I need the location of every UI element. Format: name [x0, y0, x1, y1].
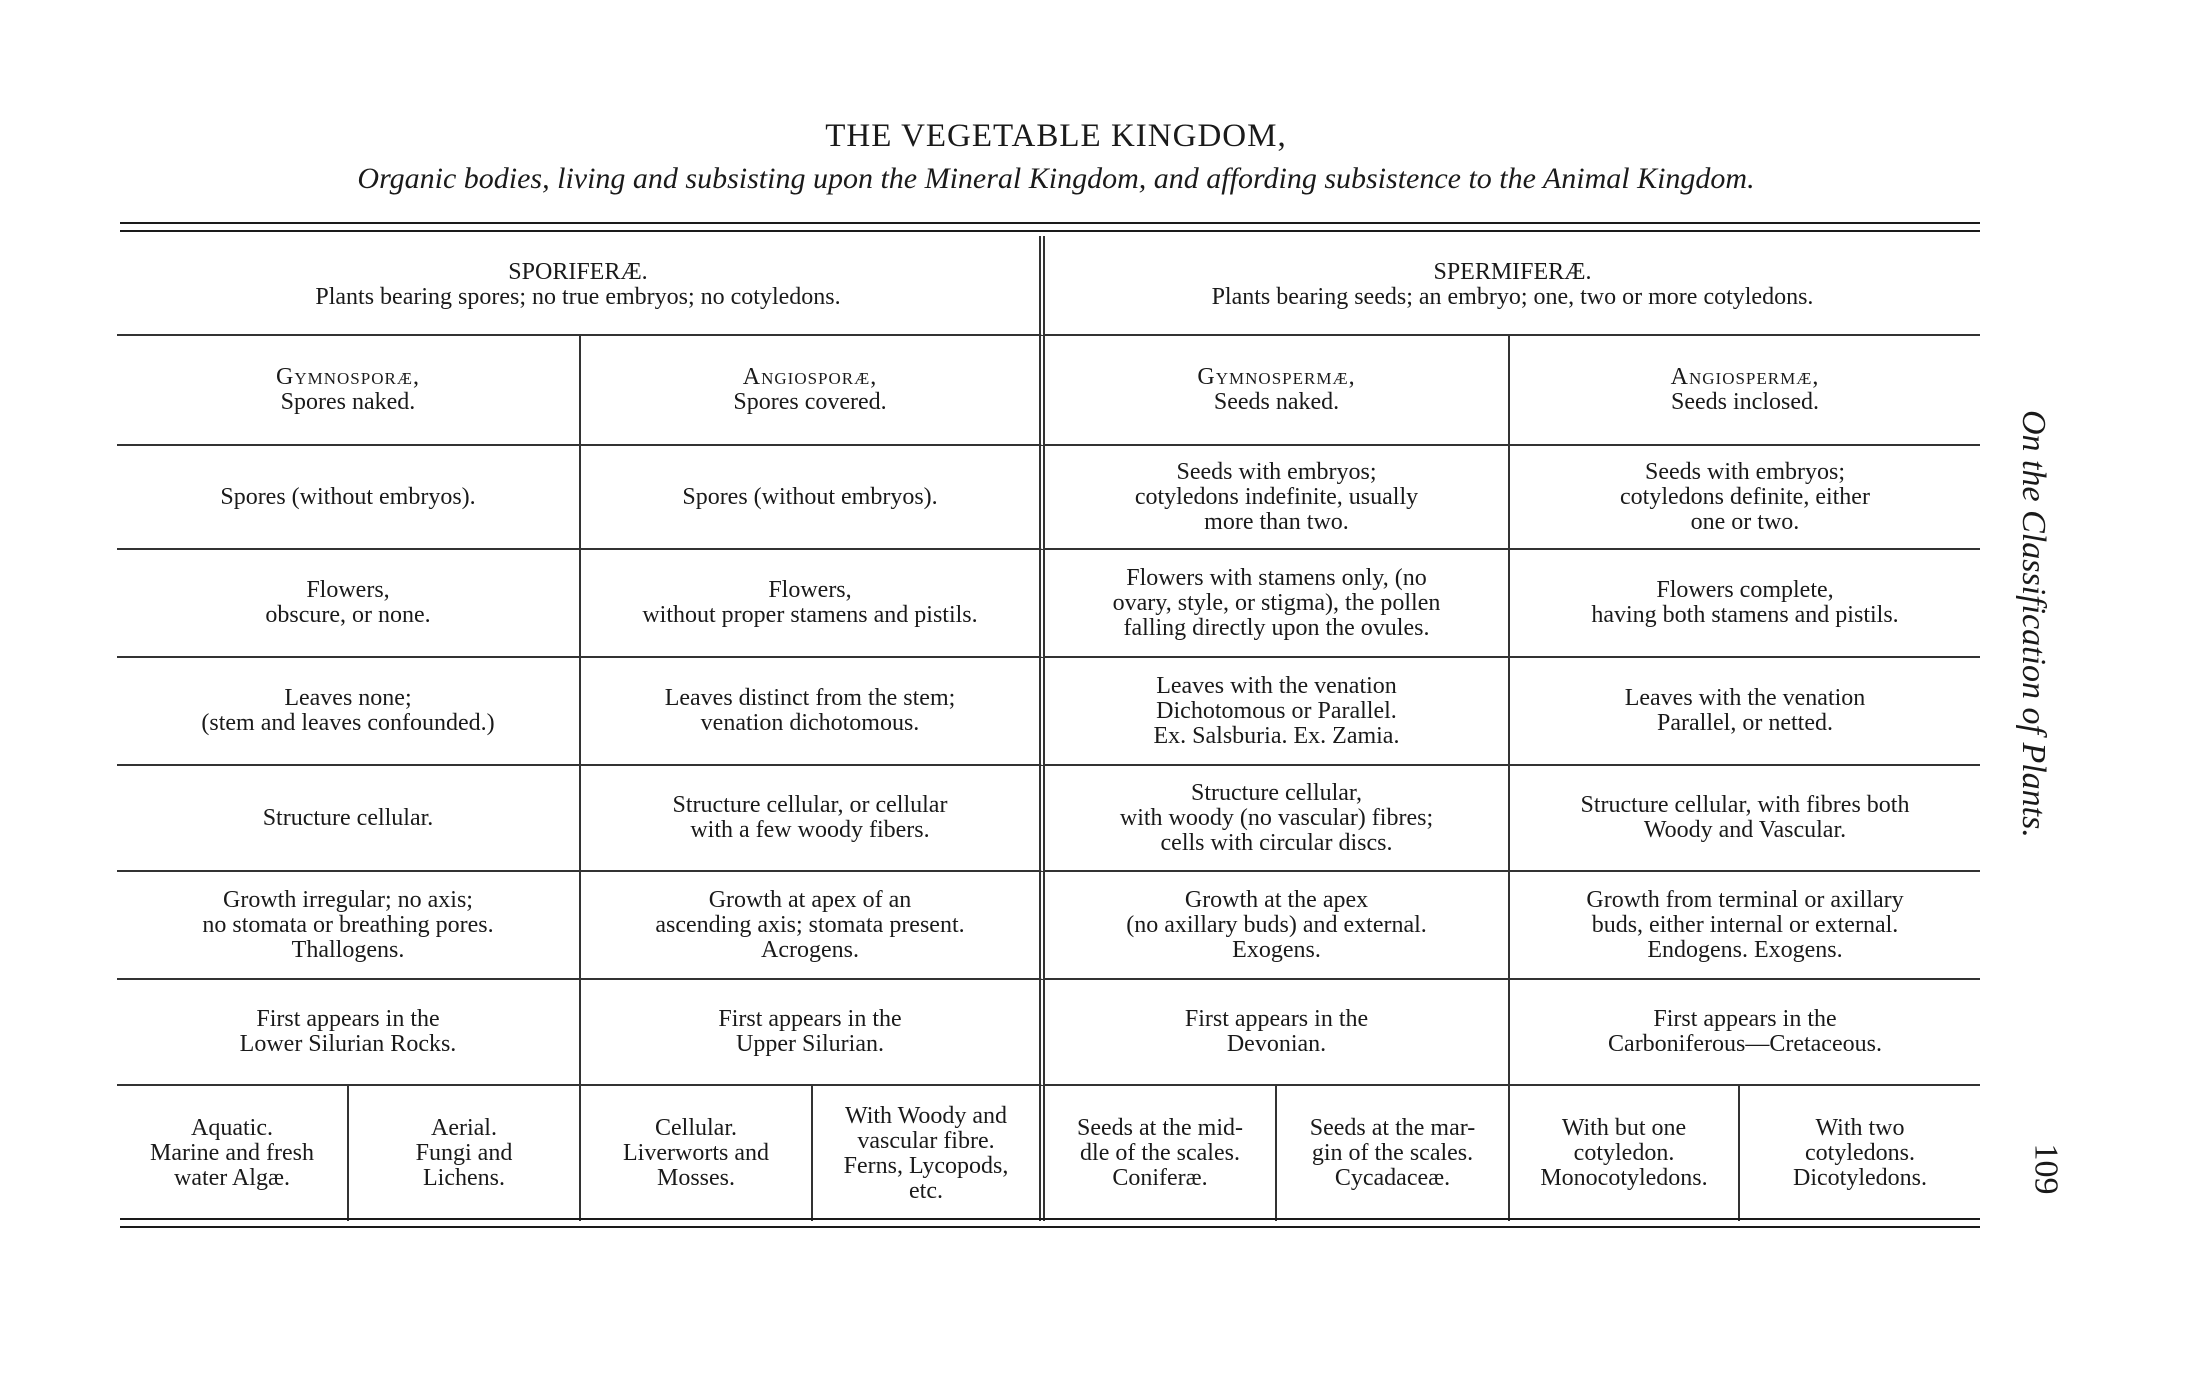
row-3-gymnospermae-line-0: Structure cellular,	[1191, 779, 1362, 806]
bottom-rule-2	[120, 1226, 1980, 1228]
bottom-one-cotyledon-line-2: Monocotyledons.	[1540, 1165, 1708, 1191]
row-0-gymnospermae-line-1: cotyledons indefinite, usually	[1134, 483, 1419, 510]
row-3-angiospermae-line-1: Woody and Vascular.	[1643, 817, 1847, 843]
subgroup-angiosporae	[581, 336, 1045, 446]
row-3-angiosporae-line-1: with a few woody fibers.	[690, 817, 930, 843]
row-3-angiospermae-line-0: Structure cellular, with fibres both	[1580, 792, 1910, 818]
bottom-two-cotyledons-line-0: With two	[1815, 1115, 1905, 1141]
subgroup-angiosporae-desc: Spores covered.	[733, 389, 887, 415]
row-1-angiospermae-line-1: having both stamens and pistils.	[1591, 602, 1899, 628]
row-2-angiospermae	[1510, 658, 1980, 766]
bottom-seeds-margin-line-0: Seeds at the mar-	[1309, 1115, 1476, 1141]
row-5-gymnospermae-line-0: First appears in the	[1184, 1006, 1369, 1032]
row-4-angiospermae-line-2: Endogens. Exogens.	[1647, 936, 1843, 963]
row-1-gymnospermae-line-1: ovary, style, or stigma), the pollen	[1112, 589, 1441, 616]
bottom-rule-1	[120, 1218, 1980, 1220]
row-2-gymnosporae-line-1: (stem and leaves confounded.)	[201, 710, 495, 736]
row-1-angiosporae	[581, 550, 1045, 658]
row-5-angiosporae	[581, 980, 1045, 1086]
row-4-angiosporae-line-1: ascending axis; stomata present.	[655, 911, 965, 938]
bottom-aerial-line-0: Aerial.	[431, 1115, 497, 1141]
bottom-woody-vascular	[813, 1086, 1045, 1221]
bottom-cellular	[581, 1086, 813, 1221]
subgroup-angiospermae	[1510, 336, 1980, 446]
row-1-angiosporae-line-0: Flowers,	[768, 577, 852, 603]
row-0-gymnosporae	[117, 446, 581, 550]
row-0-angiospermae-line-0: Seeds with embryos;	[1645, 458, 1845, 485]
row-2-gymnospermae	[1045, 658, 1510, 766]
group-spermiferae-name: SPERMIFERÆ.	[1433, 259, 1592, 285]
bottom-seeds-margin	[1277, 1086, 1510, 1221]
bottom-one-cotyledon-line-0: With but one	[1561, 1115, 1687, 1141]
row-0-gymnospermae-line-0: Seeds with embryos;	[1176, 458, 1377, 485]
group-spermiferae-desc: Plants bearing seeds; an embryo; one, two or more cotyledons.	[1211, 284, 1814, 310]
row-4-gymnospermae-line-1: (no axillary buds) and external.	[1126, 911, 1427, 938]
subgroup-gymnosporae	[117, 336, 581, 446]
bottom-aquatic-line-2: water Algæ.	[174, 1165, 290, 1191]
row-3-gymnospermae-line-1: with woody (no vascular) fibres;	[1119, 804, 1434, 831]
row-0-angiospermae	[1510, 446, 1980, 550]
row-5-angiosporae-line-1: Upper Silurian.	[736, 1031, 884, 1057]
row-1-gymnospermae-line-2: falling directly upon the ovules.	[1123, 614, 1430, 641]
bottom-aquatic	[117, 1086, 349, 1221]
subgroup-gymnospermae-desc: Seeds naked.	[1213, 389, 1340, 415]
top-rule-1	[120, 222, 1980, 224]
row-3-angiospermae	[1510, 766, 1980, 872]
row-3-gymnospermae-line-2: cells with circular discs.	[1160, 829, 1393, 856]
row-4-angiospermae	[1510, 872, 1980, 980]
row-1-angiospermae	[1510, 550, 1980, 658]
bottom-seeds-middle	[1045, 1086, 1277, 1221]
subgroup-angiospermae-desc: Seeds inclosed.	[1671, 389, 1819, 415]
row-3-gymnosporae	[117, 766, 581, 872]
row-0-angiospermae-line-1: cotyledons definite, either	[1620, 483, 1870, 510]
bottom-woody-vascular-line-2: Ferns, Lycopods,	[843, 1152, 1009, 1179]
classification-table	[117, 236, 1980, 1221]
subgroup-angiospermae-name: Angiospermæ,	[1670, 364, 1820, 390]
subgroup-gymnospermae	[1045, 336, 1510, 446]
row-4-gymnospermae-line-0: Growth at the apex	[1184, 886, 1369, 913]
row-3-gymnospermae	[1045, 766, 1510, 872]
row-0-angiospermae-line-2: one or two.	[1690, 508, 1800, 535]
row-0-gymnospermae	[1045, 446, 1510, 550]
row-2-angiosporae-line-0: Leaves distinct from the stem;	[664, 685, 956, 711]
row-4-gymnospermae-line-2: Exogens.	[1232, 936, 1321, 963]
row-1-gymnosporae	[117, 550, 581, 658]
row-1-gymnospermae	[1045, 550, 1510, 658]
row-1-gymnosporae-line-1: obscure, or none.	[265, 602, 431, 628]
row-4-gymnosporae-line-2: Thallogens.	[291, 936, 405, 963]
row-5-gymnospermae	[1045, 980, 1510, 1086]
top-rule-2	[120, 230, 1980, 232]
row-0-angiosporae	[581, 446, 1045, 550]
row-1-angiospermae-line-0: Flowers complete,	[1656, 577, 1834, 603]
bottom-aerial	[349, 1086, 581, 1221]
bottom-one-cotyledon-line-1: cotyledon.	[1573, 1140, 1675, 1166]
bottom-seeds-middle-line-2: Coniferæ.	[1112, 1165, 1208, 1191]
row-2-gymnosporae	[117, 658, 581, 766]
bottom-woody-vascular-line-0: With Woody and	[845, 1102, 1007, 1129]
row-0-angiosporae-line-0: Spores (without embryos).	[682, 483, 938, 510]
row-1-gymnospermae-line-0: Flowers with stamens only, (no	[1126, 564, 1427, 591]
bottom-aerial-line-1: Fungi and	[415, 1140, 513, 1166]
row-5-gymnosporae	[117, 980, 581, 1086]
bottom-cellular-line-1: Liverworts and	[623, 1140, 769, 1166]
bottom-two-cotyledons	[1740, 1086, 1980, 1221]
row-1-angiosporae-line-1: without proper stamens and pistils.	[642, 602, 978, 628]
row-3-angiosporae	[581, 766, 1045, 872]
bottom-aerial-line-2: Lichens.	[423, 1165, 505, 1191]
row-5-angiospermae-line-1: Carboniferous—Cretaceous.	[1608, 1031, 1882, 1057]
subgroup-gymnospermae-name: Gymnospermæ,	[1197, 364, 1356, 390]
bottom-two-cotyledons-line-1: cotyledons.	[1805, 1140, 1915, 1166]
row-0-gymnosporae-line-0: Spores (without embryos).	[220, 483, 476, 510]
page-number: 109	[2027, 1143, 2065, 1195]
bottom-one-cotyledon	[1510, 1086, 1740, 1221]
row-4-angiospermae-line-1: buds, either internal or external.	[1591, 911, 1899, 938]
row-3-gymnosporae-line-0: Structure cellular.	[262, 804, 434, 831]
row-4-angiosporae-line-2: Acrogens.	[761, 936, 859, 963]
row-5-gymnosporae-line-1: Lower Silurian Rocks.	[239, 1031, 457, 1057]
row-0-gymnospermae-line-2: more than two.	[1204, 508, 1349, 535]
subgroup-gymnosporae-name: Gymnosporæ,	[276, 364, 420, 390]
row-2-gymnospermae-line-0: Leaves with the venation	[1156, 672, 1397, 699]
bottom-seeds-margin-line-2: Cycadaceæ.	[1334, 1165, 1451, 1191]
bottom-cellular-line-0: Cellular.	[655, 1115, 737, 1141]
bottom-aquatic-line-1: Marine and fresh	[150, 1140, 314, 1166]
row-5-angiospermae	[1510, 980, 1980, 1086]
bottom-woody-vascular-line-1: vascular fibre.	[857, 1127, 995, 1154]
row-2-gymnospermae-line-1: Dichotomous or Parallel.	[1156, 697, 1397, 724]
row-2-angiospermae-line-0: Leaves with the venation	[1624, 685, 1866, 711]
row-2-angiospermae-line-1: Parallel, or netted.	[1657, 710, 1833, 736]
page-title: THE VEGETABLE KINGDOM,	[825, 118, 1287, 154]
row-4-gymnosporae	[117, 872, 581, 980]
row-5-angiosporae-line-0: First appears in the	[718, 1006, 902, 1032]
row-2-gymnospermae-line-2: Ex. Salsburia. Ex. Zamia.	[1153, 722, 1400, 749]
row-2-angiosporae-line-1: venation dichotomous.	[700, 710, 920, 736]
row-4-angiosporae	[581, 872, 1045, 980]
running-title: On the Classification of Plants.	[2015, 410, 2052, 838]
group-sporiferae-desc: Plants bearing spores; no true embryos; no cotyledons.	[315, 284, 841, 310]
bottom-seeds-middle-line-1: dle of the scales.	[1080, 1140, 1240, 1166]
bottom-two-cotyledons-line-2: Dicotyledons.	[1793, 1165, 1927, 1191]
group-sporiferae	[117, 236, 1045, 336]
row-4-angiospermae-line-0: Growth from terminal or axillary	[1586, 886, 1904, 913]
bottom-seeds-middle-line-0: Seeds at the mid-	[1077, 1115, 1243, 1141]
row-4-gymnosporae-line-1: no stomata or breathing pores.	[202, 911, 494, 938]
row-4-angiosporae-line-0: Growth at apex of an	[708, 886, 912, 913]
row-2-angiosporae	[581, 658, 1045, 766]
group-sporiferae-name: SPORIFERÆ.	[508, 259, 648, 285]
bottom-seeds-margin-line-1: gin of the scales.	[1311, 1140, 1474, 1166]
row-5-gymnospermae-line-1: Devonian.	[1226, 1031, 1327, 1057]
row-4-gymnospermae	[1045, 872, 1510, 980]
bottom-aquatic-line-0: Aquatic.	[191, 1115, 273, 1141]
bottom-woody-vascular-line-3: etc.	[909, 1177, 943, 1204]
subgroup-gymnosporae-desc: Spores naked.	[280, 389, 416, 415]
row-1-gymnosporae-line-0: Flowers,	[306, 577, 390, 603]
row-4-gymnosporae-line-0: Growth irregular; no axis;	[223, 886, 473, 913]
page-subtitle: Organic bodies, living and subsisting upon the Mineral Kingdom, and affording subsistence to the Animal Kingdom.	[357, 162, 1755, 195]
row-2-gymnosporae-line-0: Leaves none;	[284, 685, 412, 711]
group-spermiferae	[1045, 236, 1980, 336]
row-5-angiospermae-line-0: First appears in the	[1653, 1006, 1837, 1032]
row-3-angiosporae-line-0: Structure cellular, or cellular	[672, 792, 948, 818]
row-5-gymnosporae-line-0: First appears in the	[256, 1006, 440, 1032]
bottom-cellular-line-2: Mosses.	[656, 1165, 735, 1191]
subgroup-angiosporae-name: Angiosporæ,	[742, 364, 878, 390]
